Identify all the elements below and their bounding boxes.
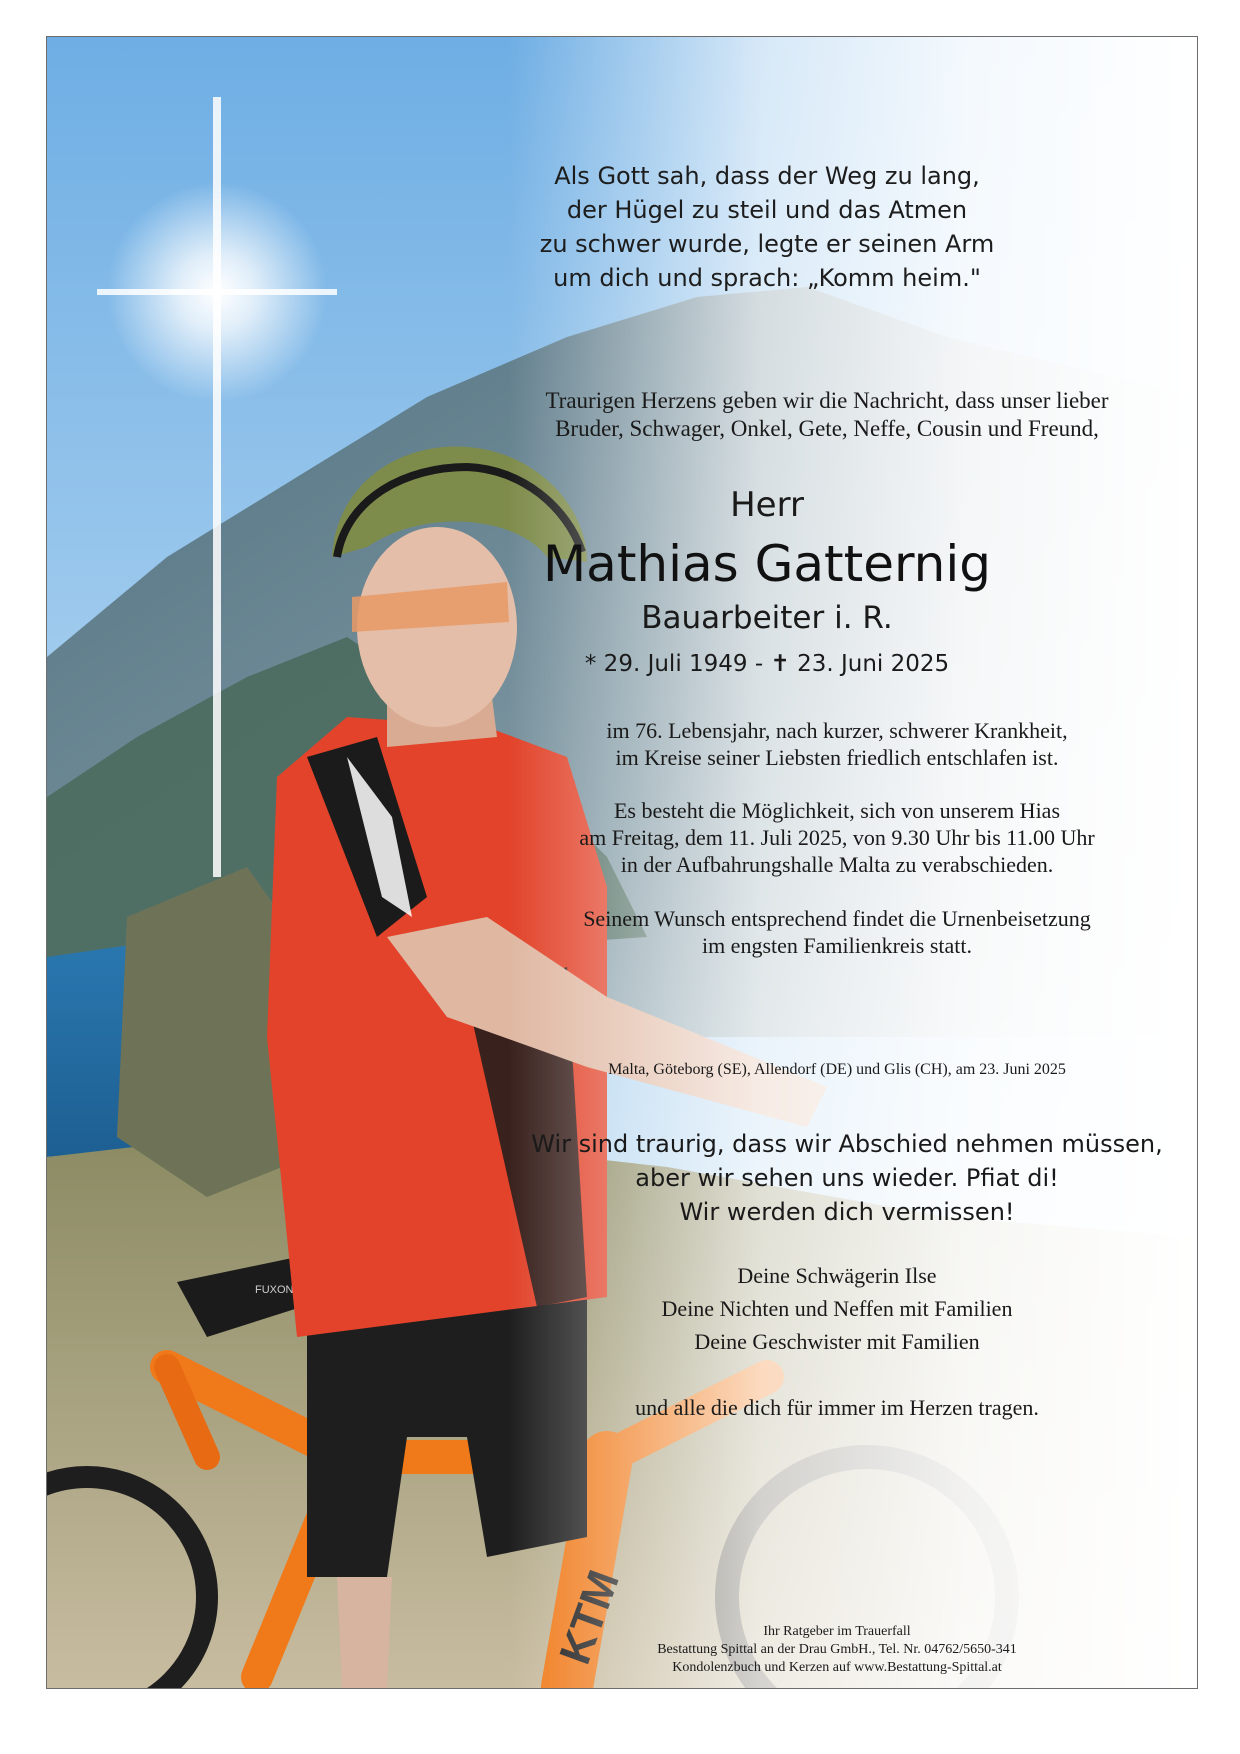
announcement-intro (467, 387, 1187, 443)
paragraph-line: Es besteht die Möglichkeit, sich von unserem Hias (613, 798, 1061, 823)
place-and-date: Malta, Göteborg (SE), Allendorf (DE) und Glis (CH), am 23. Juni 2025 (608, 1061, 1066, 1078)
mourners-list (477, 1259, 1197, 1358)
paragraph-line: Seinem Wunsch entsprechend findet die Urnenbeisetzung (583, 906, 1091, 931)
all-mourners-line: und alle die dich für immer im Herzen tragen. (635, 1395, 1039, 1420)
closing-line: Wir sind traurig, dass wir Abschied nehmen müssen, (531, 1130, 1163, 1158)
poem-line: Als Gott sah, dass der Weg zu lang, (554, 162, 980, 190)
paragraph-passing (477, 717, 1197, 771)
intro-line: Traurigen Herzens geben wir die Nachricht, dass unser lieber (545, 388, 1109, 413)
paragraph-line: im Kreise seiner Liebsten friedlich entschlafen ist. (615, 745, 1059, 770)
paragraph-line: im 76. Lebensjahr, nach kurzer, schwerer Krankheit, (606, 718, 1068, 743)
footer-line: Kondolenzbuch und Kerzen auf www.Bestattung-Spittal.at (672, 1660, 1002, 1675)
mourner-line: Deine Schwägerin Ilse (737, 1263, 937, 1288)
life-dates: * 29. Juli 1949 - ✝ 23. Juni 2025 (584, 651, 950, 677)
footer-line: Bestattung Spittal an der Drau GmbH., Tel. Nr. 04762/5650-341 (657, 1642, 1017, 1657)
funeral-home-footer (477, 1623, 1197, 1677)
footer-line: Ihr Ratgeber im Trauerfall (763, 1624, 911, 1639)
paragraph-line: am Freitag, dem 11. Juli 2025, von 9.30 Uhr bis 11.00 Uhr (579, 825, 1095, 850)
obituary-card (46, 36, 1198, 1689)
memorial-poem (467, 159, 1067, 295)
poem-line: um dich und sprach: „Komm heim." (553, 264, 981, 292)
paragraph-line: im engsten Familienkreis statt. (701, 933, 973, 958)
deceased-name: Mathias Gatternig (543, 535, 991, 593)
salutation: Herr (730, 485, 804, 525)
mourner-line: Deine Nichten und Neffen mit Familien (661, 1296, 1013, 1321)
paragraph-burial (477, 905, 1197, 959)
paragraph-viewing (477, 797, 1197, 878)
poem-line: der Hügel zu steil und das Atmen (566, 196, 968, 224)
mourner-line: Deine Geschwister mit Familien (694, 1329, 980, 1354)
closing-words (467, 1127, 1198, 1229)
obituary-text (47, 37, 1197, 1688)
poem-line: zu schwer wurde, legte er seinen Arm (539, 230, 995, 258)
closing-line: Wir werden dich vermissen! (679, 1198, 1015, 1226)
intro-line: Bruder, Schwager, Onkel, Gete, Neffe, Cousin und Freund, (555, 416, 1099, 441)
paragraph-line: in der Aufbahrungshalle Malta zu verabschieden. (620, 852, 1054, 877)
closing-line: aber wir sehen uns wieder. Pfiat di! (635, 1164, 1059, 1192)
profession: Bauarbeiter i. R. (641, 600, 893, 636)
